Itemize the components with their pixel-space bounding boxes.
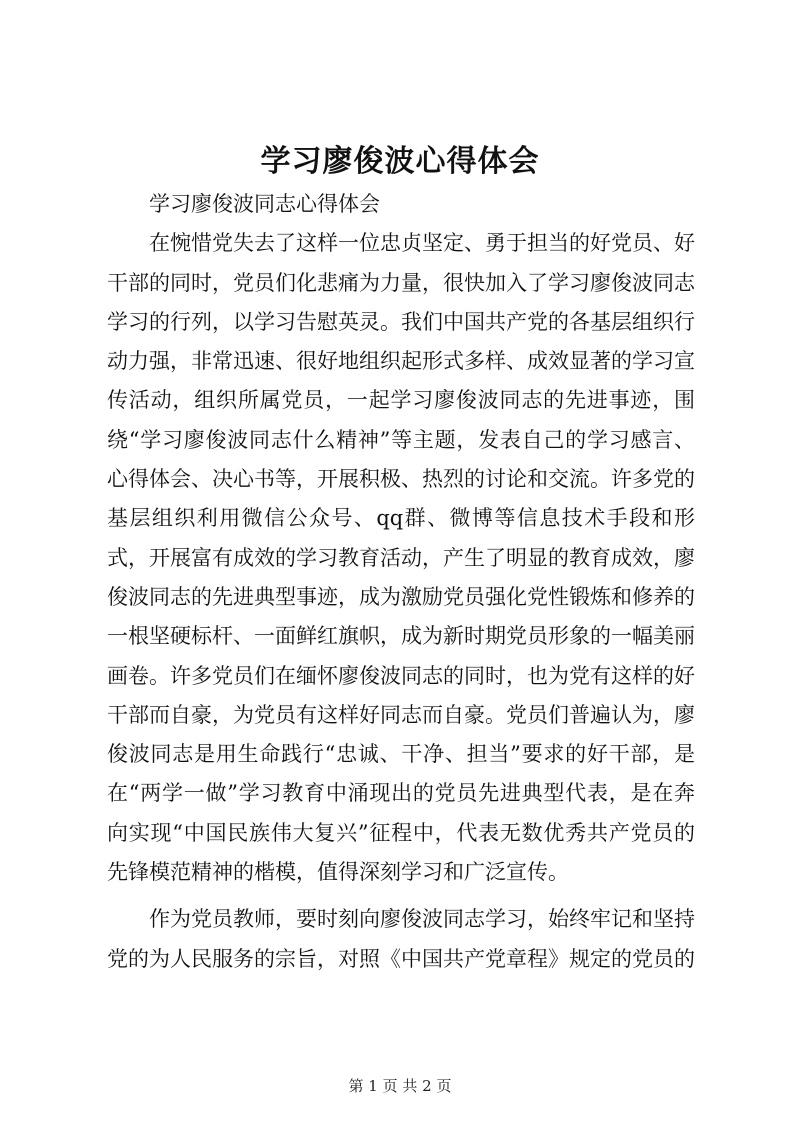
document-subtitle: 学习廖俊波同志心得体会 (149, 192, 380, 216)
document-body (107, 185, 695, 979)
page-footer: 第 1 页 共 2 页 (348, 1077, 452, 1095)
document-title: 学习廖俊波心得体会 (260, 144, 540, 179)
body-paragraph-2: 作为党员教师，要时刻向廖俊波同志学习，始终牢记和坚持党的为人民服务的宗旨，对照《中国共产党章程》规定的党员的 (107, 907, 695, 971)
body-paragraph-1: 在惋惜党失去了这样一位忠贞坚定、勇于担当的好党员、好干部的同时，党员们化悲痛为力量，很快加入了学习廖俊波同志学习的行列，以学习告慰英灵。我们中国共产党的各基层组织行动力强，非常迅速、很好地组织起形式多样、成效显著的学习宣传活动，组织所属党员，一起学习廖俊波同志的先进事迹，围绕“学习廖俊波同志什么精神”等主题，发表自己的学习感言、心得体会、决心书等，开展积极、热烈的讨论和交流。许多党的基层组织利用微信公众号、qq群、微博等信息技术手段和形式，开展富有成效的学习教育活动，产生了明显的教育成效，廖俊波同志的先进典型事迹，成为激励党员强化党性锻炼和修养的一根坚硬标杆、一面鲜红旗帜，成为新时期党员形象的一幅美丽画卷。许多党员们在缅怀廖俊波同志的同时，也为党有这样的好干部而自豪，为党员有这样好同志而自豪。党员们普遍认为，廖俊波同志是用生命践行“忠诚、干净、担当”要求的好干部，是在“两学一做”学习教育中涌现出的党员先进典型代表，是在奔向实现“中国民族伟大复兴”征程中，代表无数优秀共产党员的先锋模范精神的楷模，值得深刻学习和广泛宣传。 (107, 231, 695, 885)
